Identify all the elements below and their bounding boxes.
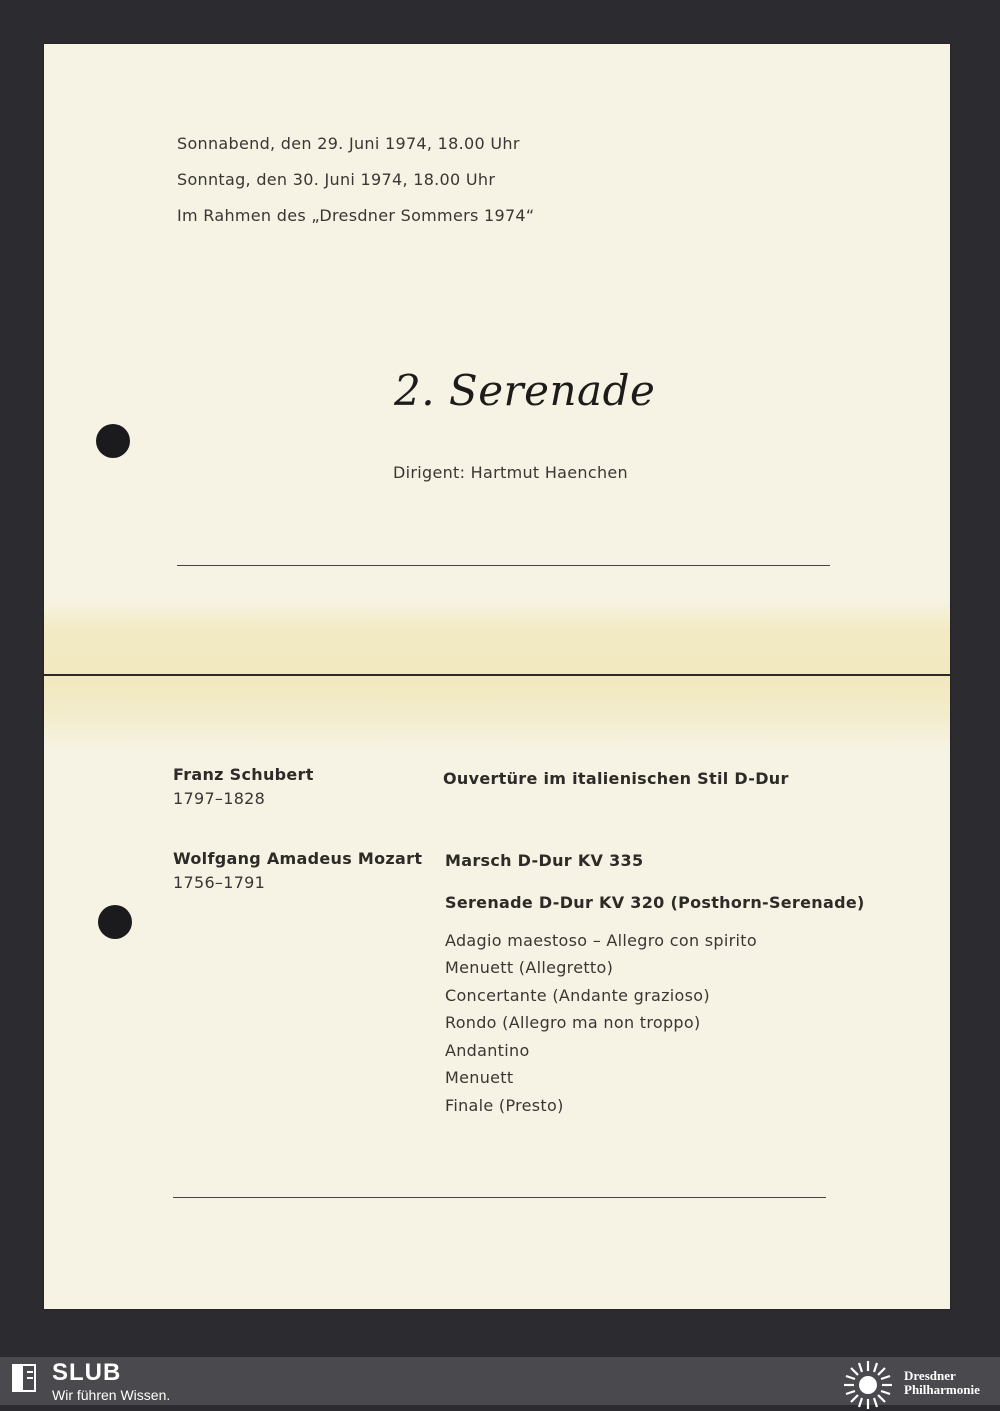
movement-item: Menuett [445,1068,514,1087]
work-mozart-march: Marsch D-Dur KV 335 [445,851,644,870]
slub-tagline: Wir führen Wissen. [52,1387,171,1403]
movement-item: Andantino [445,1041,530,1060]
composer-schubert-name: Franz Schubert [173,765,314,784]
composer-schubert-years: 1797–1828 [173,789,266,808]
event-context: Im Rahmen des „Dresdner Sommers 1974“ [177,206,535,225]
movement-item: Adagio maestoso – Allegro con spirito [445,931,757,950]
composer-mozart-name: Wolfgang Amadeus Mozart [173,849,423,868]
movement-item: Rondo (Allegro ma non troppo) [445,1013,701,1032]
punch-hole-bottom [98,905,132,939]
punch-hole-top [96,424,130,458]
slub-logo-text[interactable]: SLUB [52,1359,122,1386]
philharmonie-logo-text[interactable] [904,1369,980,1397]
work-mozart-serenade: Serenade D-Dur KV 320 (Posthorn-Serenade) [445,893,865,912]
fold-line [44,674,950,676]
slub-book-icon [12,1363,38,1393]
concert-title: 2. Serenade [394,366,656,415]
movement-item: Finale (Presto) [445,1096,564,1115]
philharmonie-line1: Dresdner [904,1368,956,1383]
viewer-footer [0,1357,1000,1405]
divider-top [177,565,830,566]
philharmonie-line2: Philharmonie [904,1382,980,1397]
philharmonie-sunburst-icon [842,1359,894,1411]
movement-item: Concertante (Andante grazioso) [445,986,710,1005]
divider-bottom [173,1197,826,1198]
conductor: Dirigent: Hartmut Haenchen [393,463,628,482]
composer-mozart-years: 1756–1791 [173,873,266,892]
date-line-sunday: Sonntag, den 30. Juni 1974, 18.00 Uhr [177,170,496,189]
program-sheet [44,44,950,1309]
date-line-saturday: Sonnabend, den 29. Juni 1974, 18.00 Uhr [177,134,520,153]
work-schubert-overture: Ouvertüre im italienischen Stil D-Dur [443,769,789,788]
movement-item: Menuett (Allegretto) [445,958,614,977]
